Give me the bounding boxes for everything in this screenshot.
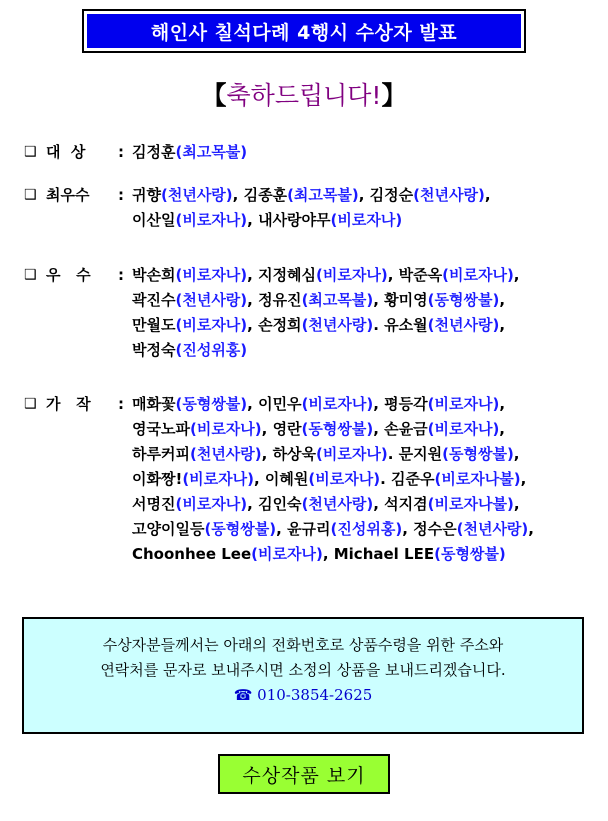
name-separator: ,	[261, 445, 273, 463]
winner-team: (비로자나)	[330, 211, 403, 229]
phone-number: 010-3854-2625	[257, 686, 373, 704]
congrats-open-bracket: 【	[201, 81, 227, 110]
checkbox-bullet-icon: ❑	[24, 396, 37, 412]
name-separator: ,	[261, 420, 273, 438]
checkbox-bullet-icon: ❑	[24, 187, 37, 203]
winner-team: (천년사랑)	[301, 495, 374, 513]
winner-line	[132, 467, 534, 492]
winner-team: (천년사랑)	[189, 445, 262, 463]
winner-name: 이민우	[258, 395, 302, 413]
winner-name: 서명진	[132, 495, 176, 513]
winner-name: 하상욱	[272, 445, 317, 463]
label-colon: :	[118, 143, 124, 161]
section-3	[24, 392, 534, 567]
winner-team: (최고목불)	[287, 186, 359, 204]
name-separator: ,	[247, 266, 259, 284]
winner-name: 귀향	[132, 186, 161, 204]
winner-team: (천년사랑)	[456, 520, 529, 538]
winner-name: 매화꽃	[132, 395, 176, 413]
name-separator: ,	[247, 395, 259, 413]
winner-name: 김준우	[390, 470, 435, 488]
name-separator: ,	[528, 520, 534, 538]
section-row	[24, 140, 247, 165]
winner-team: (비로자나)	[316, 266, 388, 284]
name-separator: ,	[322, 545, 334, 563]
view-winning-works-button[interactable]: 수상작품 보기	[218, 754, 390, 794]
winner-team: (비로자나)	[175, 495, 248, 513]
winner-name: 유소월	[384, 316, 428, 334]
notice-phone	[24, 683, 582, 708]
name-separator: ,	[513, 445, 520, 463]
name-separator: .	[380, 470, 391, 488]
winner-team: (천년사랑)	[301, 316, 374, 334]
winner-name: 석지겸	[384, 495, 428, 513]
name-separator: ,	[499, 291, 506, 309]
winner-name: 박손희	[132, 266, 176, 284]
phone-icon: ☎	[233, 686, 253, 704]
winner-team: (비로자나)	[182, 470, 254, 488]
winner-name: 손정희	[258, 316, 302, 334]
name-separator: ,	[484, 186, 491, 204]
winner-team: (비로자나)	[427, 395, 500, 413]
winner-name: 지정혜심	[258, 266, 317, 284]
winner-team: (비로자나불)	[434, 470, 521, 488]
name-separator: ,	[513, 266, 520, 284]
winner-line	[132, 442, 534, 467]
winner-team: (천년사랑)	[175, 291, 248, 309]
winner-name: 황미영	[384, 291, 428, 309]
name-separator: .	[387, 445, 399, 463]
winner-team: (비로자나)	[301, 395, 374, 413]
name-separator: ,	[247, 316, 259, 334]
winner-team: (비로자나)	[427, 420, 500, 438]
winner-name: 이화짱!	[132, 470, 183, 488]
section-label: 우 수	[46, 266, 91, 284]
name-separator: ,	[387, 266, 399, 284]
checkbox-bullet-icon: ❑	[24, 267, 37, 283]
winner-team: (최고목불)	[301, 291, 374, 309]
winner-names	[132, 183, 491, 233]
name-separator: ,	[402, 520, 414, 538]
winner-team: (비로자나)	[189, 420, 262, 438]
winner-team: (천년사랑)	[427, 316, 500, 334]
winner-name: 곽진수	[132, 291, 176, 309]
winner-line	[132, 517, 534, 542]
name-separator: ,	[499, 316, 506, 334]
name-separator: .	[373, 316, 385, 334]
name-separator: ,	[232, 186, 244, 204]
winner-team: (천년사랑)	[160, 186, 233, 204]
name-separator: ,	[247, 291, 259, 309]
winner-name: 정수은	[413, 520, 457, 538]
section-label: 가 작	[46, 395, 91, 413]
winner-team: (최고목불)	[175, 143, 248, 161]
winner-names	[132, 392, 534, 567]
name-separator: ,	[373, 291, 385, 309]
name-separator: ,	[499, 395, 506, 413]
winner-team: (비로자나)	[175, 266, 248, 284]
winner-team: (동형쌍불)	[204, 520, 277, 538]
name-separator: ,	[373, 495, 385, 513]
label-colon: :	[118, 395, 124, 413]
section-label: 대 상	[46, 143, 86, 161]
notice-line-1: 수상자분들께서는 아래의 전화번호로 상품수령을 위한 주소와	[102, 636, 504, 654]
section-row	[24, 392, 534, 567]
winner-name: 내사랑야무	[258, 211, 331, 229]
name-separator: ,	[373, 395, 385, 413]
winner-line	[132, 492, 534, 517]
winner-name: 윤규리	[287, 520, 331, 538]
congrats-text: 축하드립니다!	[226, 81, 382, 110]
winner-team: (천년사랑)	[413, 186, 485, 204]
name-separator: ,	[513, 495, 520, 513]
name-separator: ,	[276, 520, 288, 538]
notice-line-2: 연락처를 문자로 보내주시면 소정의 상품을 보내드리겠습니다.	[100, 661, 506, 679]
section-label: 최우수	[46, 186, 90, 204]
winner-line	[132, 140, 247, 165]
winner-line	[132, 263, 520, 288]
winner-team: (동형쌍불)	[442, 445, 514, 463]
winner-name: 만월도	[132, 316, 176, 334]
winner-team: (진성위홍)	[330, 520, 403, 538]
winner-names	[132, 140, 247, 165]
notice-box	[22, 617, 584, 734]
winner-team: (비로자나)	[308, 470, 381, 488]
winner-name: 김인숙	[258, 495, 302, 513]
winner-team: (비로자나)	[251, 545, 323, 563]
name-separator: ,	[499, 420, 505, 438]
winner-team: (비로자나)	[175, 316, 248, 334]
name-separator: ,	[247, 211, 259, 229]
congrats-heading	[0, 76, 608, 112]
winner-name: Choonhee Lee	[132, 545, 252, 563]
winner-name: 김정순	[369, 186, 414, 204]
winner-team: (비로자나)	[442, 266, 514, 284]
section-0	[24, 140, 247, 165]
winner-line	[132, 208, 491, 233]
label-colon: :	[118, 186, 124, 204]
winner-name: 이산일	[132, 211, 176, 229]
winner-name: Michael LEE	[333, 545, 435, 563]
winner-name: 평등각	[384, 395, 428, 413]
congrats-close-bracket: 】	[381, 81, 407, 110]
winner-name: 고양이일등	[132, 520, 205, 538]
section-2	[24, 263, 520, 363]
winner-name: 정유진	[258, 291, 302, 309]
winner-names	[132, 263, 520, 363]
winner-line	[132, 542, 534, 567]
winner-name: 영란	[272, 420, 302, 438]
name-separator: ,	[358, 186, 370, 204]
winner-name: 박준옥	[398, 266, 443, 284]
name-separator: ,	[247, 495, 259, 513]
checkbox-bullet-icon: ❑	[24, 144, 37, 160]
winner-name: 이혜원	[264, 470, 309, 488]
winner-team: (비로자나)	[316, 445, 388, 463]
section-1	[24, 183, 491, 233]
name-separator: ,	[373, 420, 385, 438]
winner-line	[132, 183, 491, 208]
winner-name: 하루커피	[132, 445, 190, 463]
winner-team: (동형쌍불)	[175, 395, 248, 413]
name-separator: ,	[520, 470, 527, 488]
winner-name: 김정훈	[132, 143, 176, 161]
winner-team: (동형쌍불)	[301, 420, 374, 438]
page-title: 해인사 칠석다례 4행시 수상자 발표	[87, 14, 521, 48]
winner-team: (진성위홍)	[175, 341, 248, 359]
winner-line	[132, 338, 520, 363]
winner-name: 박정숙	[132, 341, 176, 359]
title-banner	[82, 9, 526, 53]
winner-team: (동형쌍불)	[434, 545, 506, 563]
winner-name: 손윤금	[384, 420, 428, 438]
winner-team: (비로자나불)	[427, 495, 514, 513]
winner-team: (동형쌍불)	[427, 291, 500, 309]
winner-line	[132, 313, 520, 338]
winner-line	[132, 288, 520, 313]
winner-line	[132, 417, 534, 442]
section-row	[24, 183, 491, 233]
winner-name: 영국노파	[132, 420, 190, 438]
label-colon: :	[118, 266, 124, 284]
name-separator: ,	[253, 470, 265, 488]
winner-name: 김종훈	[243, 186, 288, 204]
winner-name: 문지원	[398, 445, 443, 463]
winner-team: (비로자나)	[175, 211, 248, 229]
winner-line	[132, 392, 534, 417]
section-row	[24, 263, 520, 363]
